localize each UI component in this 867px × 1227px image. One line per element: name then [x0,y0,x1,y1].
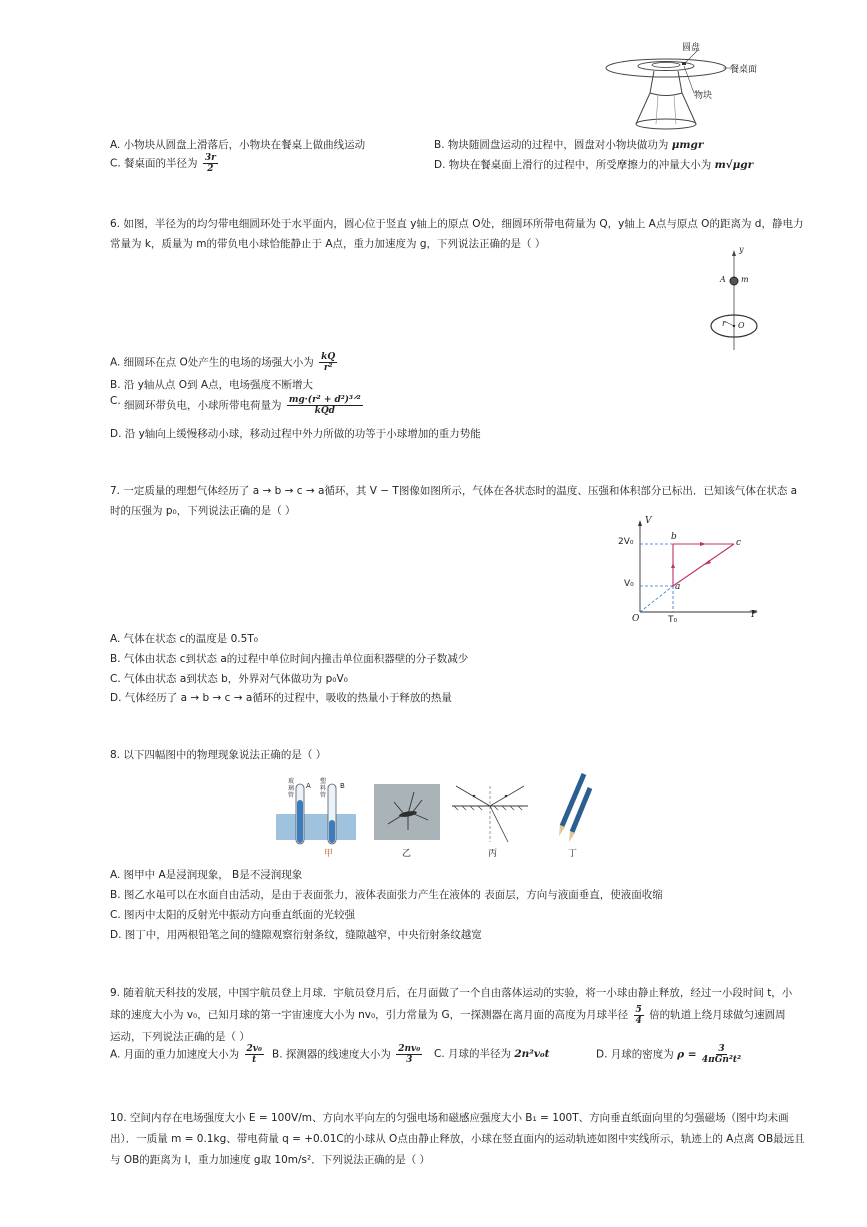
q9-line-2b: 倍的轨道上绕月球做匀速圆周 [649,1009,786,1021]
q6-option-c-label: C. [110,395,121,407]
q10-stem [110,1108,805,1171]
ring-label-r: r [722,319,726,328]
graph-label-origin: O [632,614,640,624]
fraction-denominator: 4πGn²t² [701,1055,742,1065]
graph-axis-t: T [750,610,757,620]
q7-option-a: A. 气体在状态 c的温度是 0.5T₀ [110,633,258,645]
q9-option-c-math: 2n²v₀t [514,1048,550,1060]
q9-line-2-fraction [634,1005,644,1026]
graph-label-v0: V₀ [624,579,634,589]
q8-stem [110,745,760,765]
q7-option-b: B. 气体由状态 c到状态 a的过程中单位时间内撞击单位面积器壁的分子数减少 [110,653,469,665]
q5-option-b [434,137,703,152]
caption-jia: 甲 [324,849,334,859]
q5-option-c-fraction [203,153,218,174]
fraction-numerator: 3 [718,1044,725,1054]
q7-figure-vt-graph [618,516,763,630]
q9-option-d-text: D. 月球的密度为 [596,1048,674,1061]
q5-option-c [110,153,220,174]
q5-option-b-text: B. 物块随圆盘运动的过程中，圆盘对小物块做功为 [434,139,669,151]
fraction-numerator: kQ [321,352,336,362]
tube-a-letter: A [306,782,311,790]
q10-line-1: 10. 空间内存在电场强度大小 E = 100V/m、方向水平向左的匀强电场和磁感应强度大小 B₁ = 100T、方向垂直纸面向里的匀强磁场（图中均未画 [110,1112,789,1124]
graph-axis-v: V [645,516,652,526]
tube-b-text: 塑料管 [320,778,327,799]
q8-option-c: C. 图丙中太阳的反射光中振动方向垂直纸面的光较强 [110,909,356,921]
q5-option-c-text: C. 餐桌面的半径为 [110,157,198,170]
q5-option-d [434,157,753,172]
q10-line-3: 与 OB的距离为 l，重力加速度 g取 10m/s²．下列说法正确的是（ ） [110,1154,431,1166]
q6-option-c [110,395,365,416]
graph-label-2v0: 2V₀ [618,537,634,547]
caption-ding: 丁 [568,849,578,859]
fraction-denominator: t [252,1055,257,1065]
q6-option-c-fraction [287,395,363,416]
fraction-denominator: kQd [314,406,335,416]
q9-option-b-text: B. 探测器的线速度大小为 [272,1048,391,1061]
ring-label-o: O [738,321,745,330]
q9-option-b [272,1044,424,1065]
q8-option-a: A. 图甲中 A是浸润现象， B是不浸润现象 [110,869,303,881]
q7-option-c: C. 气体由状态 a到状态 b，外界对气体做功为 p₀V₀ [110,673,348,685]
graph-point-c: c [736,538,742,548]
q9-option-a-text: A. 月面的重力加速度大小为 [110,1048,240,1061]
fraction-denominator: 4 [635,1015,642,1026]
q8-line-1: 8. 以下四幅图中的物理现象说法正确的是（ ） [110,749,327,761]
q9-option-d [596,1044,743,1065]
q9-stem [110,982,793,1048]
q6-line-2: 常量为 k，质量为 m的带负电小球恰能静止于 A点，重力加速度为 g，下列说法正确的是（ ） [110,238,546,250]
q8-option-b: B. 图乙水黾可以在水面自由活动，是由于表面张力，液体表面张力产生在液体的 表面层，方向与液面垂直，使液面收缩 [110,889,663,901]
fraction-denominator: 2 [207,164,214,174]
fraction-numerator: 2v₀ [246,1044,262,1054]
q9-line-2a: 球的速度大小为 v₀，已知月球的第一宇宙速度大小为 nv₀，引力常量为 G，一探测器在离月面的高度为月球半径 [110,1009,629,1021]
q5-option-d-math: m√μgr [714,159,754,171]
q6-line-1: 6. 如图，半径为的均匀带电细圆环处于水平面内，圆心位于竖直 y轴上的原点 O处，细圆环所带电荷量为 Q，y轴上 A点与原点 O的距离为 d，静电力 [110,218,804,230]
q6-stem [110,214,804,254]
q7-stem [110,481,798,521]
graph-point-a: a [675,582,681,592]
q9-option-c [434,1046,549,1061]
graph-point-b: b [671,532,677,542]
ring-diagram [708,248,768,353]
q10-line-2: 出）．一质量 m = 0.1kg、带电荷量 q = +0.01C的小球从 O点由静止释放，小球在竖直面内的运动轨迹如图中实线所示，轨迹上的 A点离 OB最远且 [110,1133,805,1145]
q6-option-d: D. 沿 y轴向上缓慢移动小球，移动过程中外力所做的功等于小球增加的重力势能 [110,428,481,440]
fraction-numerator: mg·(r² + d²)³ᐟ² [288,395,361,405]
graph-label-t0: T₀ [668,615,678,625]
q5-option-a: A. 小物块从圆盘上滑落后，小物块在餐桌上做曲线运动 [110,139,366,151]
ring-label-y: y [739,245,744,254]
fraction-numerator: 3r [204,153,216,163]
fraction-denominator: 3 [406,1055,413,1065]
polarized-reflection-image [450,782,530,844]
ring-label-m: m [741,275,749,284]
fraction-denominator: r² [323,363,333,373]
figure-rotating-table [598,38,768,136]
tube-a-text: 玻璃管 [288,778,295,799]
q5-option-b-math: μmgr [671,139,704,151]
vt-graph [618,516,763,630]
q6-option-a [110,352,339,373]
q8-option-d: D. 图丁中，用两根铅笔之间的缝隙观察衍射条纹，缝隙越窄，中央衍射条纹越宽 [110,929,482,941]
caption-yi: 乙 [402,849,412,859]
q7-line-2: 时的压强为 p₀，下列说法正确的是（ ） [110,505,296,517]
pencils-image [552,770,592,844]
caption-bing: 丙 [488,849,498,859]
water-strider-image [374,784,440,840]
label-block: 物块 [694,91,713,101]
q6-option-a-text: A. 细圆环在点 O处产生的电场的场强大小为 [110,356,314,369]
q7-option-d: D. 气体经历了 a → b → c → a循环的过程中，吸收的热量小于释放的热量 [110,692,452,704]
q8-figures [272,770,612,860]
q9-line-3: 运动，下列说法正确的是（ ） [110,1031,250,1043]
fraction-numerator: 5 [635,1004,642,1015]
ring-label-a: A [720,275,726,284]
q7-line-1: 7. 一定质量的理想气体经历了 a → b → c → a循环，其 V − T图像如图所示，气体在各状态时的温度、压强和体积部分已标出．已知该气体在状态 a [110,485,798,497]
q9-option-d-rho: ρ = [677,1048,697,1061]
fraction-numerator: 2nv₀ [398,1044,421,1054]
q6-option-a-fraction [319,352,337,373]
q6-option-b: B. 沿 y轴从点 O到 A点，电场强度不断增大 [110,379,314,391]
q6-option-c-text: 细圆环带负电，小球所带电荷量为 [124,399,282,412]
capillary-tubes-image [272,770,360,848]
q9-line-2 [110,1004,786,1026]
q9-option-a-fraction [245,1044,264,1065]
q6-figure-ring [708,245,768,353]
q5-option-d-text: D. 物块在餐桌面上滑行的过程中，所受摩擦力的冲量大小为 [434,159,712,171]
q9-option-b-fraction [396,1044,422,1065]
label-tabletop: 餐桌面 [730,65,758,75]
tube-b-letter: B [340,782,345,790]
q9-line-1: 9. 随着航天科技的发展，中国宇航员登上月球．宇航员登月后，在月面做了一个自由落体运动的实验，将一小球由静止释放，经过一小段时间 t，小 [110,987,793,999]
label-disk: 圆盘 [682,43,701,53]
q9-option-c-text: C. 月球的半径为 [434,1048,512,1060]
q9-option-d-fraction [702,1044,741,1065]
q9-option-a [110,1044,266,1065]
